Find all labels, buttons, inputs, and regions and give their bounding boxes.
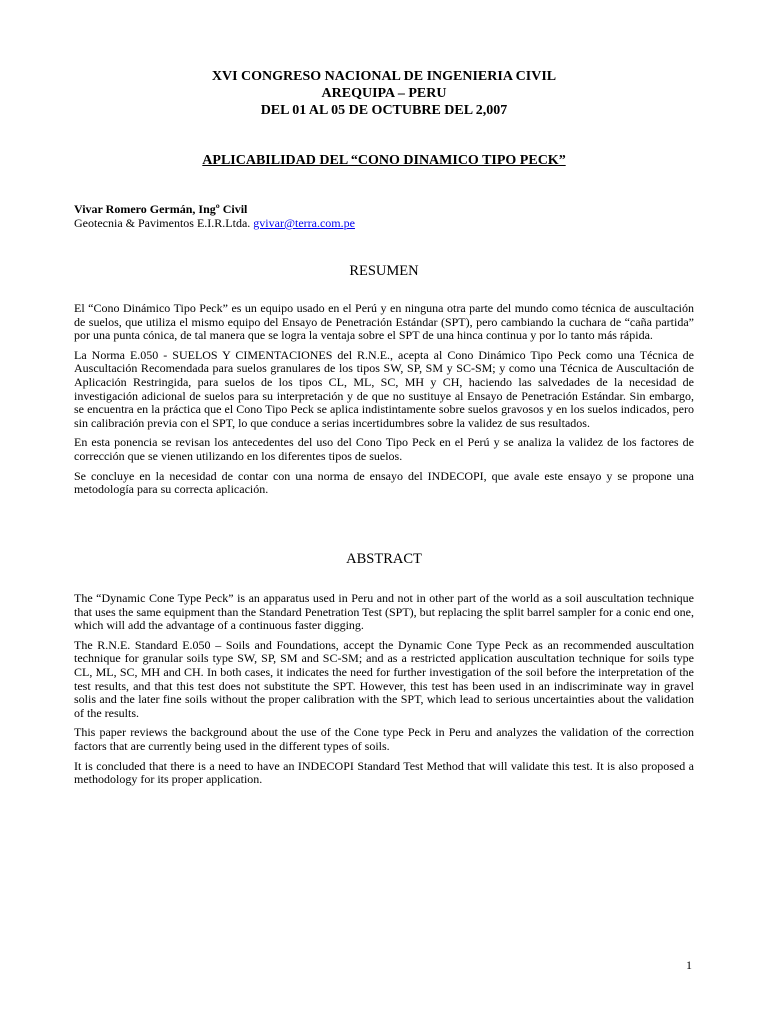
- abstract-body: [74, 592, 694, 793]
- abstract-paragraph: It is concluded that there is a need to have an INDECOPI Standard Test Method that will validate this test. It is also proposed a methodology for its proper application.: [74, 758, 694, 787]
- resumen-paragraph: Se concluye en la necesidad de contar con una norma de ensayo del INDECOPI, que avale este ensayo y se propone una metodología para su correcta aplicación.: [74, 468, 694, 497]
- paper-title: APLICABILIDAD DEL “CONO DINAMICO TIPO PECK”: [202, 153, 566, 168]
- conference-location: AREQUIPA – PERU: [321, 86, 447, 101]
- page-number: 1: [686, 958, 692, 972]
- abstract-paragraph: The R.N.E. Standard E.050 – Soils and Foundations, accept the Dynamic Cone Type Peck as an recommended auscultation technique for granular soils type SW, SP, SM and SC-SM; and as a restricted application auscultation technique for soils type CL, ML, SC, MH and CH. In both cases, it indicates the need for further investigation of the soil before the interpretation of the test results, and that this test does not substitute the SPT. However, this test has been used in an indiscriminate way in gravel solis and the later fine soils without the proper calibration with the SPT, which lead to serious uncertainties about the validation of the results.: [74, 637, 694, 720]
- resumen-paragraph: La Norma E.050 - SUELOS Y CIMENTACIONES del R.N.E., acepta al Cono Dinámico Tipo Peck como una Técnica de Auscultación Recomendada para suelos granulares de los tipos SW, SP, SM y SC-SM; y como una Técnica de Auscultación de Aplicación Restringida, para suelos de los tipos CL, ML, SC, MH y CH, haciendo las salvedades de la necesidad de investigación adicional de suelos para su interpretación y de que no sustituye al Ensayo de Penetración Estándar. Sin embargo, se encuentra en la práctica que el Cono Tipo Peck se aplica indistintamente sobre suelos gravosos y en los suelos indicados, pero sin calibración previa con el SPT, lo que conduce a serias incertidumbres sobre la validez de sus resultados.: [74, 347, 694, 430]
- author-affiliation: Geotecnia & Pavimentos E.I.R.Ltda.: [74, 216, 251, 230]
- resumen-body: [74, 302, 694, 503]
- resumen-paragraph: En esta ponencia se revisan los antecedentes del uso del Cono Tipo Peck en el Perú y se analiza la validez de los factores de corrección que se vienen utilizando en los diferentes tipos de suelos.: [74, 435, 694, 463]
- resumen-paragraph: El “Cono Dinámico Tipo Peck” es un equipo usado en el Perú y en ninguna otra parte del mundo como técnica de auscultación de suelos, que utiliza el mismo equipo del Ensayo de Penetración Estándar (SPT), pero cambiando la cuchara de “caña partida” por una punta cónica, de tal manera que se logra la ventaja sobre el SPT de una hinca continua y por lo tanto más rápida.: [74, 301, 694, 343]
- abstract-paragraph: The “Dynamic Cone Type Peck” is an apparatus used in Peru and not in other part of the world as a soil auscultation technique that uses the same equipment than the Standard Penetration Test (SPT), but replacing the split barrel sampler for a conic end one, which will add the advantage of a continuous faster digging.: [74, 591, 694, 633]
- conference-header: [0, 68, 768, 119]
- author-affiliation-line: [74, 216, 694, 230]
- author-block: [74, 202, 694, 230]
- conference-dates: DEL 01 AL 05 DE OCTUBRE DEL 2,007: [260, 103, 508, 118]
- resumen-heading: RESUMEN: [349, 263, 419, 279]
- author-name: Vivar Romero Germán, Ingº Civil: [74, 202, 248, 216]
- abstract-heading: ABSTRACT: [346, 551, 422, 567]
- author-email-link[interactable]: gvivar@terra.com.pe: [253, 216, 355, 230]
- abstract-paragraph: This paper reviews the background about the use of the Cone type Peck in Peru and analyzes the validation of the correction factors that are currently being used in the different types of soils.: [74, 725, 694, 753]
- conference-name: XVI CONGRESO NACIONAL DE INGENIERIA CIVIL: [211, 69, 557, 84]
